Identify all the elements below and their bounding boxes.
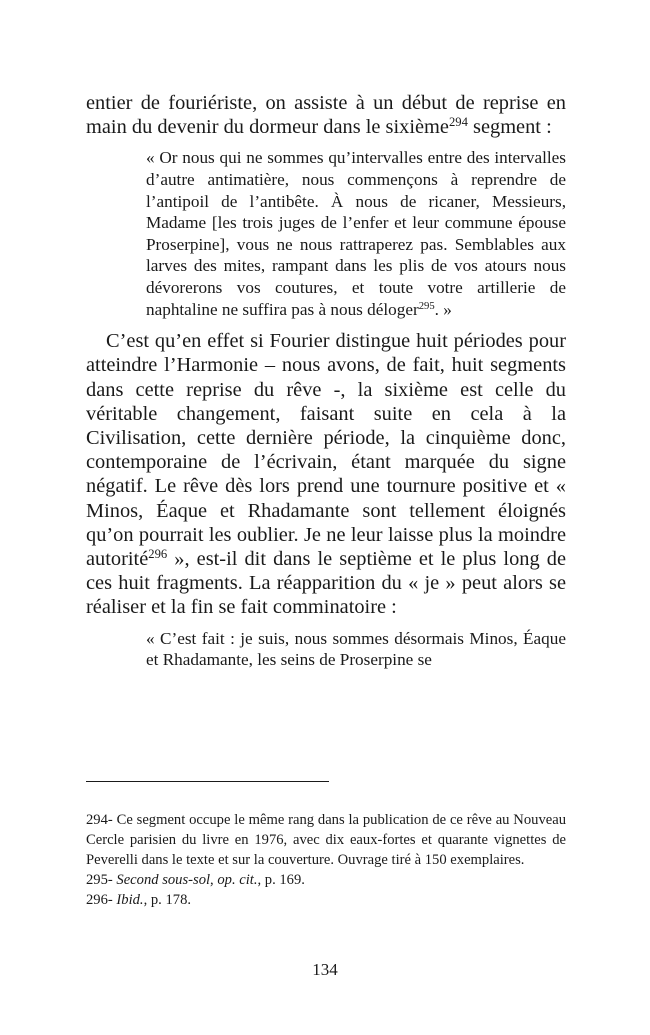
- footnote-295-page: , p. 169.: [257, 872, 305, 888]
- footnote-296-page: , p. 178.: [143, 892, 192, 908]
- footnote-294-text: Ce segment occupe le même rang dans la publication de ce rêve au Nouveau Cercle parisien du livre en 1976, avec dix eaux-fortes et quarante vignettes de Peverelli dans le texte et sur la couverture. Ouvrage tiré à 150 exemplaires.: [86, 812, 566, 868]
- quote-1-text: « Or nous qui ne sommes qu’intervalles entre des intervalles d’autre antimatière, nous commençons à reprendre de l’antipoil de l’antibête. À nous de ricaner, Messieurs, Madame [les trois juges de l’enfer et leur commune épouse Proserpine], vous ne nous rattraperez pas. Semblables aux larves des mites, rampant dans les plis de vos atours nous dévorerons vos coutures, et toute votre artillerie de naphtaline ne suffira pas à nous déloger: [146, 148, 566, 319]
- footnote-295: [86, 870, 566, 890]
- footnote-ref-296[interactable]: 296: [148, 547, 168, 562]
- main-text: [86, 91, 566, 680]
- footnote-295-separator: ,: [210, 872, 218, 888]
- quote-1-text-end: . »: [434, 299, 452, 319]
- block-quote-2: [146, 628, 566, 671]
- footnote-ref-294[interactable]: 294: [448, 115, 468, 130]
- paragraph-1-text: entier de fouriériste, on assiste à un début de reprise en main du devenir du dormeur dans le sixième: [86, 92, 566, 139]
- footnotes: [86, 810, 566, 910]
- footnote-296: [86, 890, 566, 910]
- footnote-295-opcit: op. cit.: [217, 872, 258, 888]
- footnote-separator: [86, 781, 329, 782]
- footnote-295-number: 295-: [86, 872, 117, 888]
- page-number: 134: [312, 960, 338, 979]
- footnote-296-ibid: Ibid.: [116, 892, 144, 908]
- paragraph-2: [86, 329, 566, 619]
- footnote-295-title: Second sous-sol: [116, 872, 211, 888]
- block-quote-1: [146, 147, 566, 320]
- paragraph-1-text-end: segment :: [467, 116, 552, 139]
- footnote-296-number: 296-: [86, 892, 117, 908]
- footnote-294: [86, 810, 566, 870]
- quote-2-text: « C’est fait : je suis, nous sommes désormais Minos, Éaque et Rhadamante, les seins de Proserpine se: [146, 628, 566, 670]
- footnote-294-number: 294-: [86, 812, 117, 828]
- paragraph-1: [86, 91, 566, 139]
- paragraph-2-text-end: », est-il dit dans le septième et le plus long de ces huit fragments. La réapparition du « je » peut alors se réaliser et la fin se fait comminatoire :: [86, 547, 566, 619]
- paragraph-2-text: C’est qu’en effet si Fourier distingue huit périodes pour atteindre l’Harmonie – nous avons, de fait, huit segments dans cette reprise du rêve -, la sixième est celle du véritable changement, faisant suite en cela à la Civilisation, cette dernière période, la cinquième donc, contemporaine de l’écrivain, étant marquée du signe négatif. Le rêve dès lors prend une tournure positive et « Minos, Éaque et Rhadamante sont tellement éloignés qu’on pourrait les oublier. Je ne leur laisse plus la moindre autorité: [86, 330, 566, 570]
- footnote-ref-295[interactable]: 295: [418, 300, 435, 312]
